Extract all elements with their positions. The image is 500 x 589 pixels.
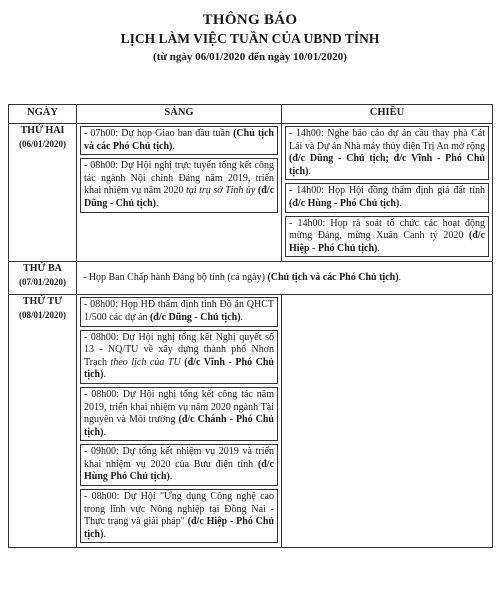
- day-cell: [9, 124, 77, 262]
- morning-cell: [77, 124, 282, 262]
- event-text: - 09h00: Dự tổng kết nhiệm vụ 2019 và triển khai nhiệm vụ 2020 của Bưu điện tỉnh: [84, 446, 274, 470]
- event-attendee: (đ/c Dũng - Chủ tịch): [149, 311, 241, 323]
- day-date: (08/01/2020): [19, 309, 66, 320]
- event-item: [80, 444, 278, 486]
- event-attendee: (đ/c Dũng - Chủ tịch): [84, 185, 275, 209]
- afternoon-cell: [282, 295, 493, 548]
- day-name: THỨ TƯ: [22, 296, 63, 308]
- event-item: [80, 158, 278, 212]
- event-item: [80, 126, 278, 155]
- event-end: .: [169, 471, 173, 483]
- morning-cell: [77, 295, 282, 548]
- event-item: [285, 183, 489, 212]
- event-end: .: [103, 369, 106, 381]
- event-text: - 08h00: Dự Hội "Ứng dụng Công nghệ cao trong lĩnh vực Nông nghiệp tại Đồng Nai - Thực trạng và giải pháp": [84, 491, 274, 528]
- table-header-row: [9, 105, 493, 124]
- event-attendee: (đ/c Hiệp - Phó Chủ tịch): [84, 516, 275, 540]
- day-date: (07/01/2020): [19, 276, 66, 287]
- event-end: .: [398, 272, 402, 284]
- event-text: - 08h00: Họp HĐ thẩm định tỉnh Đồ án QHCT 1/500 các dự án: [84, 299, 274, 323]
- event-end: .: [103, 528, 106, 540]
- day-name: THỨ HAI: [20, 125, 65, 136]
- event-attendee: (Chủ tịch và các Phó Chủ tịch): [267, 272, 399, 284]
- col-header-morning: SÁNG: [77, 105, 282, 124]
- allday-cell: [77, 262, 493, 295]
- day-date: (06/01/2020): [19, 138, 66, 149]
- event-location: theo lịch của TU: [110, 356, 181, 368]
- event-text: - 08h00: Dự Hội nghị trực tuyến tổng kết công tác ngành Nội chính Đảng năm 2019, triển khai nhiệm vụ năm 2020: [84, 160, 274, 197]
- event-text: - 08h00: Dự Hội nghị tổng kết Nghị quyết số 13 - NQ/TU về xây dựng thành phố Nhơn Trạch: [84, 331, 274, 368]
- event-attendee: (đ/c Hùng - Phó Chủ tịch): [289, 197, 400, 209]
- event-end: .: [240, 311, 244, 323]
- notice-period: (từ ngày 06/01/2020 đến ngày 10/01/2020): [153, 51, 347, 63]
- event-attendee: (đ/c Dũng - Chủ tịch; đ/c Vĩnh - Phó Chủ tịch): [289, 153, 485, 177]
- event-attendee: (đ/c Hiệp - Phó Chủ tịch): [289, 230, 485, 254]
- event-attendee: (đ/c Chánh - Phó Chủ tịch): [84, 414, 274, 438]
- event-item: [80, 330, 278, 384]
- event-end: .: [155, 197, 159, 209]
- event-item: [80, 387, 278, 441]
- col-header-day: NGÀY: [9, 105, 77, 124]
- event-end: .: [103, 426, 106, 438]
- day-cell: [9, 262, 77, 295]
- afternoon-cell: [282, 124, 493, 262]
- event-end: .: [377, 242, 380, 254]
- event-item: [285, 216, 489, 258]
- event-item: [80, 297, 278, 326]
- day-name: THỨ BA: [23, 263, 62, 275]
- schedule-table: [8, 104, 493, 548]
- event-item: [285, 126, 489, 180]
- notice-subtitle: LỊCH LÀM VIỆC TUẦN CỦA UBND TỈNH: [120, 31, 380, 46]
- event-text: - 14h00: Họp rà soát tổ chức các hoạt động mừng Đảng, mừng Xuân Canh tý 2020: [289, 217, 485, 242]
- event-end: .: [308, 165, 311, 177]
- table-row-monday: [9, 124, 493, 262]
- event-end: .: [399, 197, 402, 209]
- event-end: .: [172, 140, 175, 152]
- event-location: tại trụ sở Tỉnh ủy: [186, 185, 256, 197]
- event-text: - 14h00: Nghe báo cáo dự án cầu thay phà Cát Lái và Dự án Nhà máy thủy điện Trị An mở rộng: [289, 128, 485, 152]
- day-cell: [9, 295, 77, 548]
- event-attendee: (Chủ tịch và các Phó Chủ tịch): [84, 128, 274, 152]
- event-text: - 08h00: Dự Hội nghị tổng kết công tác năm 2019, triển khai nhiệm vụ năm 2020 ngành Tài nguyên và Môi trường: [84, 388, 274, 426]
- notice-title: THÔNG BÁO: [202, 12, 298, 28]
- col-header-afternoon: CHIỀU: [282, 105, 493, 124]
- event-text: - 14h00: Họp Hội đồng thẩm định giá đất tỉnh: [289, 185, 485, 197]
- event-item: [80, 489, 278, 543]
- event-attendee: (đ/c Vĩnh - Phó Chủ tịch): [84, 356, 274, 381]
- event-text: - 07h00: Dự họp Giao ban đầu tuần: [84, 128, 234, 139]
- event-text: - Họp Ban Chấp hành Đảng bộ tỉnh (cả ngày): [83, 272, 268, 284]
- table-row-tuesday: [9, 262, 493, 295]
- event-attendee: (đ/c Hùng Phó Chủ tịch): [84, 458, 274, 483]
- table-row-wednesday: [9, 295, 493, 548]
- event-item: [80, 270, 489, 287]
